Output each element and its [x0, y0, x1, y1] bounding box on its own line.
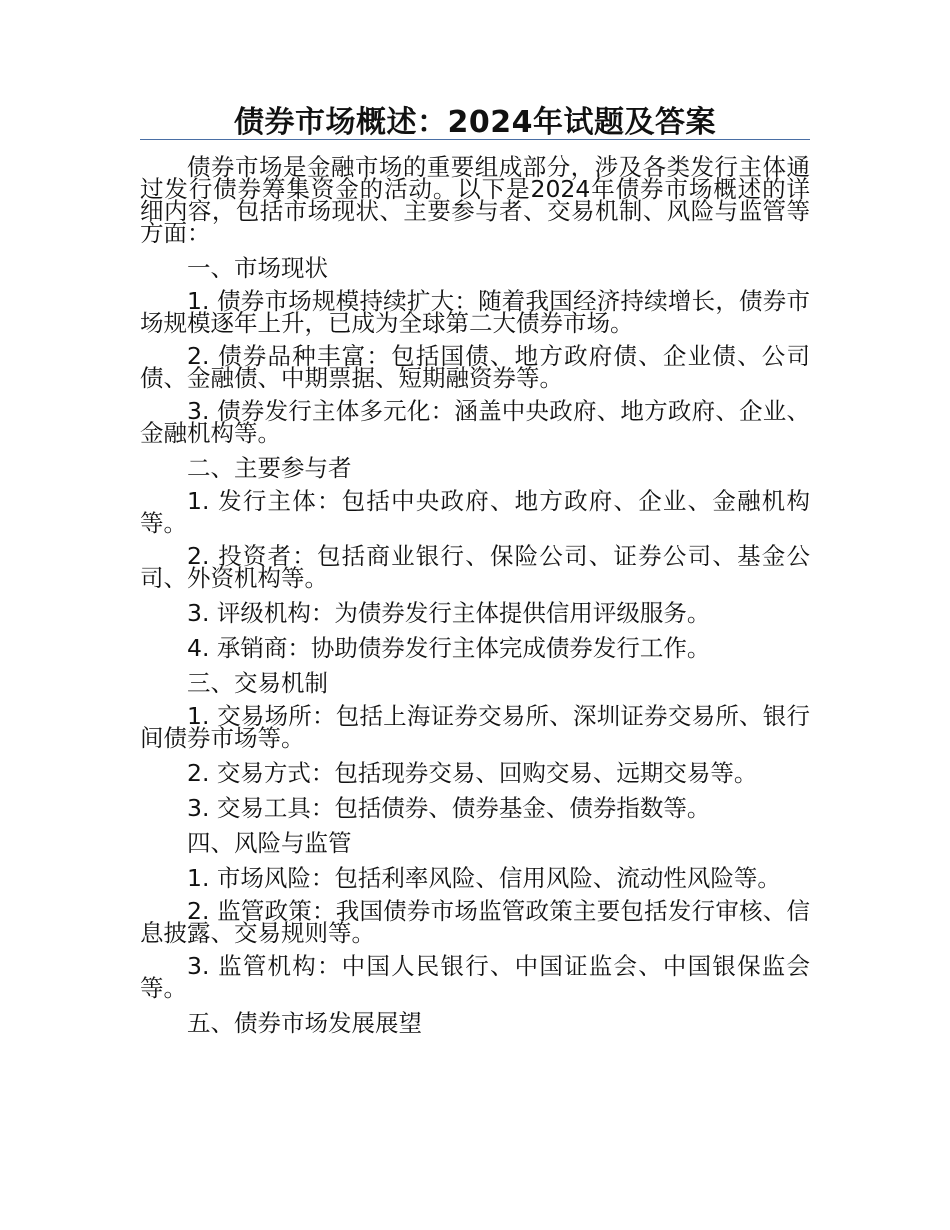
document-title: 债券市场概述：2024年试题及答案: [234, 105, 716, 140]
list-item: 2. 交易方式：包括现券交易、回购交易、远期交易等。: [187, 759, 758, 787]
list-item: 3. 监管机构：中国人民银行、中国证监会、中国银保监会等。: [140, 952, 810, 1002]
section-heading-trading: 三、交易机制: [187, 669, 328, 697]
list-item: 3. 交易工具：包括债券、债券基金、债券指数等。: [187, 794, 711, 822]
list-item: 1. 发行主体：包括中央政府、地方政府、企业、金融机构等。: [140, 487, 810, 537]
document-body: [140, 153, 810, 1045]
section-heading-participants: 二、主要参与者: [187, 454, 352, 482]
list-item: 4. 承销商：协助债券发行主体完成债券发行工作。: [187, 634, 711, 662]
list-item: 3. 评级机构：为债券发行主体提供信用评级服务。: [187, 599, 711, 627]
list-item: 1. 债券市场规模持续扩大：随着我国经济持续增长，债券市场规模逐年上升，已成为全球第二大债券市场。: [140, 287, 810, 337]
list-item: 2. 监管政策：我国债券市场监管政策主要包括发行审核、信息披露、交易规则等。: [140, 897, 810, 947]
list-item: 3. 债券发行主体多元化：涵盖中央政府、地方政府、企业、金融机构等。: [140, 397, 810, 447]
list-item: 2. 债券品种丰富：包括国债、地方政府债、企业债、公司债、金融债、中期票据、短期融资券等。: [140, 342, 810, 392]
section-heading-outlook: 五、债券市场发展展望: [187, 1009, 422, 1037]
title-underline: [140, 139, 810, 140]
list-item: 1. 市场风险：包括利率风险、信用风险、流动性风险等。: [187, 864, 781, 892]
list-item: 1. 交易场所：包括上海证券交易所、深圳证券交易所、银行间债券市场等。: [140, 702, 810, 752]
section-heading-risk-regulation: 四、风险与监管: [187, 829, 352, 857]
section-heading-market-status: 一、市场现状: [187, 254, 328, 282]
intro-paragraph: 债券市场是金融市场的重要组成部分，涉及各类发行主体通过发行债券筹集资金的活动。以下是2024年债券市场概述的详细内容，包括市场现状、主要参与者、交易机制、风险与监管等方面：: [140, 153, 810, 247]
list-item: 2. 投资者：包括商业银行、保险公司、证券公司、基金公司、外资机构等。: [140, 542, 810, 592]
